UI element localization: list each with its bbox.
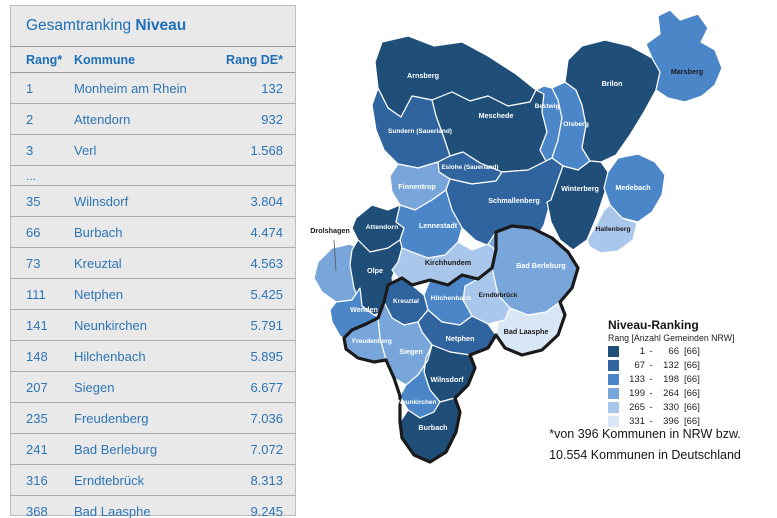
legend-to: 396 xyxy=(663,416,679,427)
column-header-rang-de: Rang DE* xyxy=(226,52,283,67)
cell-rang: 368 xyxy=(26,503,48,518)
map-region-label: Sundern (Sauerland) xyxy=(388,128,452,135)
cell-rang: 111 xyxy=(26,286,46,302)
legend-from: 331 xyxy=(629,416,645,427)
cell-rang-de: 1.568 xyxy=(250,142,283,158)
map-region-label: Lennestadt xyxy=(418,221,458,230)
cell-rang-de: 5.791 xyxy=(250,317,283,333)
cell-rang-de: 4.474 xyxy=(250,224,283,240)
cell-kommune: Netphen xyxy=(74,286,124,302)
cell-rang-de: 4.563 xyxy=(250,255,283,271)
map-region-label: Arnsberg xyxy=(407,71,439,80)
legend-swatch xyxy=(608,402,619,413)
table-row-ellipsis xyxy=(11,166,295,186)
legend-swatch xyxy=(608,388,619,399)
map-region-label: Meschede xyxy=(478,111,514,120)
map-region-label: Finnentrop xyxy=(398,182,436,191)
map-region-marsberg xyxy=(646,10,722,102)
cell-kommune: Kreuztal xyxy=(74,255,122,271)
cell-rang: 1 xyxy=(26,80,34,96)
cell-rang-de: 5.895 xyxy=(250,348,283,364)
table-row xyxy=(11,403,295,434)
cell-rang: 73 xyxy=(26,255,41,271)
table-row xyxy=(11,279,295,310)
map-region-label: Marsberg xyxy=(670,67,704,76)
cell-rang-de: 7.072 xyxy=(250,441,283,457)
map-region-label: Schmallenberg xyxy=(488,196,540,205)
footnote-line-2: 10.554 Kommunen in Deutschland xyxy=(549,447,741,462)
table-row xyxy=(11,217,295,248)
legend-row xyxy=(608,360,734,371)
cell-rang: 207 xyxy=(26,379,48,395)
map-region-label: Hallenberg xyxy=(595,226,631,233)
cell-rang-de: 932 xyxy=(261,111,283,127)
table-row xyxy=(11,434,295,465)
cell-rang: ... xyxy=(26,168,37,183)
legend-swatch xyxy=(608,346,619,357)
cell-rang: 148 xyxy=(26,348,48,364)
map-region-label: Erndtebrück xyxy=(478,292,518,299)
legend-swatch xyxy=(608,374,619,385)
legend-count: [66] xyxy=(684,374,700,385)
legend-swatch xyxy=(608,360,619,371)
column-header-kommune: Kommune xyxy=(74,52,136,67)
table-row xyxy=(11,341,295,372)
legend-from: 1 xyxy=(639,346,645,357)
legend-row xyxy=(608,388,734,399)
table-row xyxy=(11,372,295,403)
legend-from: 265 xyxy=(629,402,645,413)
map-region-label: Netphen xyxy=(445,334,475,343)
map-region-label: Winterberg xyxy=(561,184,599,193)
table-title-prefix: Gesamtranking xyxy=(26,17,136,34)
map-region-label: Brilon xyxy=(601,79,623,88)
cell-kommune: Hilchenbach xyxy=(74,348,146,364)
legend-rows xyxy=(608,346,734,427)
map-region-label: Burbach xyxy=(418,423,448,432)
legend-count: [66] xyxy=(684,416,700,427)
legend-dash: - xyxy=(649,388,653,399)
legend-dash: - xyxy=(649,346,653,357)
map-region-label: Medebach xyxy=(615,183,651,192)
map-region-label: Bad Laasphe xyxy=(503,327,549,336)
table-row xyxy=(11,310,295,341)
legend-to: 132 xyxy=(663,360,679,371)
cell-kommune: Siegen xyxy=(74,379,115,395)
cell-rang-de: 5.425 xyxy=(250,286,283,302)
cell-rang: 241 xyxy=(26,441,48,457)
map-region-label: Hilchenbach xyxy=(430,295,472,302)
table-row xyxy=(11,104,295,135)
legend-count: [66] xyxy=(684,346,700,357)
map-region-label: Olpe xyxy=(367,266,383,275)
cell-rang: 316 xyxy=(26,472,48,488)
map-region-label: Kirchhundem xyxy=(424,258,472,267)
legend-dash: - xyxy=(649,360,653,371)
table-body xyxy=(11,73,295,518)
cell-rang: 35 xyxy=(26,193,41,209)
map-legend xyxy=(608,318,734,427)
legend-row xyxy=(608,346,734,357)
map-region-label: Drolshagen xyxy=(310,226,350,235)
map-region-label: Bestwig xyxy=(534,103,560,110)
map-region-label: Wilnsdorf xyxy=(430,375,464,384)
legend-row xyxy=(608,374,734,385)
legend-to: 330 xyxy=(663,402,679,413)
map-region-label: Neunkirchen xyxy=(397,399,437,406)
cell-kommune: Bad Berleburg xyxy=(74,441,158,457)
legend-dash: - xyxy=(649,402,653,413)
table-row xyxy=(11,73,295,104)
column-header-rang: Rang* xyxy=(26,52,63,67)
map-region-label: Wenden xyxy=(350,305,378,314)
cell-rang-de: 6.677 xyxy=(250,379,283,395)
map-region-label: Eslohe (Sauerland) xyxy=(441,164,499,171)
cell-rang: 3 xyxy=(26,142,34,158)
table-row xyxy=(11,496,295,518)
table-row xyxy=(11,135,295,166)
cell-kommune: Monheim am Rhein xyxy=(74,80,187,96)
cell-rang: 2 xyxy=(26,111,34,127)
map-region-label: Bad Berleburg xyxy=(516,261,566,270)
legend-from: 133 xyxy=(629,374,645,385)
cell-kommune: Attendorn xyxy=(74,111,131,127)
map-region-label: Freudenberg xyxy=(352,338,392,345)
cell-rang-de: 9.245 xyxy=(250,503,283,518)
cell-rang-de: 132 xyxy=(261,80,283,96)
cell-rang-de: 8.313 xyxy=(250,472,283,488)
table-title xyxy=(11,6,295,47)
legend-to: 264 xyxy=(663,388,679,399)
cell-kommune: Freudenberg xyxy=(74,410,149,426)
legend-count: [66] xyxy=(684,360,700,371)
footnote-line-1: *von 396 Kommunen in NRW bzw. xyxy=(549,427,741,441)
ranking-table-panel xyxy=(10,5,296,516)
legend-row xyxy=(608,402,734,413)
cell-kommune: Burbach xyxy=(74,224,123,240)
cell-kommune: Neunkirchen xyxy=(74,317,147,333)
cell-kommune: Erndtebrück xyxy=(74,472,145,488)
legend-title: Niveau-Ranking xyxy=(608,318,699,332)
cell-rang-de: 3.804 xyxy=(250,193,283,209)
map-region-label: Siegen xyxy=(399,347,423,356)
legend-count: [66] xyxy=(684,402,700,413)
legend-from: 199 xyxy=(629,388,645,399)
legend-to: 66 xyxy=(668,346,679,357)
cell-kommune: Wilnsdorf xyxy=(74,193,129,209)
cell-rang: 235 xyxy=(26,410,48,426)
cell-rang: 141 xyxy=(26,317,48,333)
map-region-label: Attendorn xyxy=(365,224,399,231)
table-title-emphasis: Niveau xyxy=(135,17,187,34)
map-region-label: Olsberg xyxy=(563,121,589,128)
table-header-row xyxy=(11,47,295,73)
legend-subtitle: Rang [Anzahl Gemeinden NRW] xyxy=(608,333,735,343)
cell-rang-de: 7.036 xyxy=(250,410,283,426)
cell-kommune: Verl xyxy=(74,142,97,158)
table-row xyxy=(11,248,295,279)
legend-to: 198 xyxy=(663,374,679,385)
legend-from: 67 xyxy=(634,360,645,371)
table-row xyxy=(11,186,295,217)
legend-dash: - xyxy=(649,374,653,385)
cell-kommune: Bad Laasphe xyxy=(74,503,151,518)
table-row xyxy=(11,465,295,496)
cell-rang: 66 xyxy=(26,224,41,240)
legend-count: [66] xyxy=(684,388,700,399)
map-region-label: Kreuztal xyxy=(392,298,420,305)
legend-dash: - xyxy=(649,416,653,427)
map-footnote xyxy=(540,424,750,465)
